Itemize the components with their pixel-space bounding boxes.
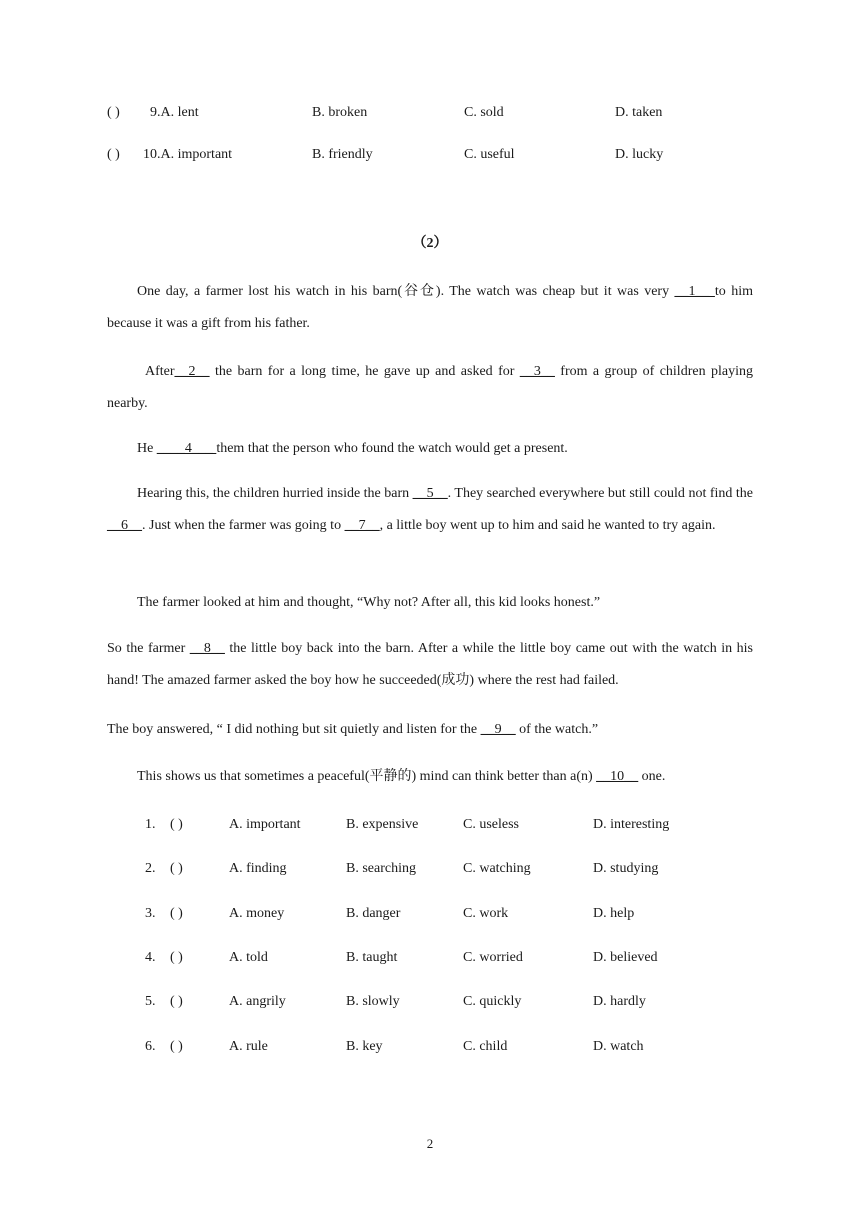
- blank-4[interactable]: ____4___: [156, 441, 217, 456]
- option-a: 10.A. important: [143, 147, 233, 162]
- question-number: 2.: [145, 861, 156, 876]
- blank-5[interactable]: __5__: [412, 486, 448, 501]
- question-number: 3.: [145, 906, 156, 921]
- option-c: C. quickly: [463, 994, 522, 1009]
- question-number: 4.: [145, 950, 156, 965]
- blank-7[interactable]: __7__: [344, 518, 380, 533]
- option-d: D. hardly: [593, 994, 646, 1009]
- answer-bracket[interactable]: ( ): [107, 105, 120, 120]
- option-a: A. finding: [229, 861, 287, 876]
- section-title: （2）: [412, 236, 448, 251]
- passage-paragraph-1: One day, a farmer lost his watch in his barn(谷仓). The watch was cheap but it was very __1__ to him because it was a gift from his father.: [107, 284, 753, 331]
- blank-6[interactable]: __6__: [107, 518, 142, 533]
- answer-bracket[interactable]: ( ): [107, 147, 120, 162]
- option-b: B. expensive: [346, 817, 419, 832]
- option-d: D. believed: [593, 950, 658, 965]
- option-c: C. watching: [463, 861, 531, 876]
- option-c: C. work: [463, 906, 509, 921]
- answer-bracket[interactable]: ( ): [170, 994, 183, 1009]
- blank-10[interactable]: __10__: [596, 769, 639, 784]
- answer-bracket[interactable]: ( ): [170, 817, 183, 832]
- passage-paragraph-8: This shows us that sometimes a peaceful(平静的) mind can think better than a(n) __10__ one.: [137, 769, 666, 784]
- answer-bracket[interactable]: ( ): [170, 906, 183, 921]
- passage-paragraph-6: So the farmer __8__ the little boy back into the barn. After a while the little boy came out with the watch in his hand! The amazed farmer asked the boy how he succeeded(成功) where the rest had failed.: [107, 641, 753, 688]
- option-a: A. money: [229, 906, 285, 921]
- passage-paragraph-5: The farmer looked at him and thought, “Why not? After all, this kid looks honest.”: [137, 595, 601, 610]
- option-b: B. slowly: [346, 994, 400, 1009]
- option-a: A. told: [229, 950, 268, 965]
- option-a: 9.A. lent: [150, 105, 199, 120]
- blank-1[interactable]: __1__: [674, 284, 715, 299]
- option-b: B. searching: [346, 861, 416, 876]
- option-d: D. studying: [593, 861, 659, 876]
- passage-paragraph-2: After__2__ the barn for a long time, he gave up and asked for __3__ from a group of children playing nearby.: [107, 364, 753, 411]
- page-number: 2: [426, 1136, 434, 1151]
- option-b: B. danger: [346, 906, 401, 921]
- option-c: C. child: [463, 1039, 508, 1054]
- option-b: B. key: [346, 1039, 383, 1054]
- question-number: 1.: [145, 817, 156, 832]
- answer-bracket[interactable]: ( ): [170, 861, 183, 876]
- blank-3[interactable]: __3__: [519, 364, 555, 379]
- answer-bracket[interactable]: ( ): [170, 1039, 183, 1054]
- option-c: C. useful: [464, 147, 515, 162]
- option-c: C. sold: [464, 105, 504, 120]
- option-d: D. help: [593, 906, 635, 921]
- question-number: 5.: [145, 994, 156, 1009]
- option-d: D. interesting: [593, 817, 670, 832]
- option-b: B. taught: [346, 950, 398, 965]
- option-b: B. friendly: [312, 147, 373, 162]
- option-b: B. broken: [312, 105, 368, 120]
- passage-paragraph-3: He ____4___ them that the person who found the watch would get a present.: [137, 441, 568, 456]
- option-d: D. lucky: [615, 147, 664, 162]
- option-a: A. important: [229, 817, 301, 832]
- question-number: 6.: [145, 1039, 156, 1054]
- passage-paragraph-4: Hearing this, the children hurried inside the barn __5__. They searched everywhere but still could not find the __6__. Just when the farmer was going to __7__, a little boy went up to him and said he wanted to try again.: [107, 486, 753, 533]
- option-c: C. useless: [463, 817, 519, 832]
- option-a: A. rule: [229, 1039, 268, 1054]
- option-c: C. worried: [463, 950, 523, 965]
- blank-9[interactable]: __9__: [480, 722, 516, 737]
- passage-paragraph-7: The boy answered, “ I did nothing but sit quietly and listen for the __9__ of the watch.”: [107, 722, 599, 737]
- option-d: D. taken: [615, 105, 663, 120]
- blank-2[interactable]: __2__: [174, 364, 210, 379]
- option-d: D. watch: [593, 1039, 644, 1054]
- option-a: A. angrily: [229, 994, 286, 1009]
- answer-bracket[interactable]: ( ): [170, 950, 183, 965]
- blank-8[interactable]: __8__: [189, 641, 225, 656]
